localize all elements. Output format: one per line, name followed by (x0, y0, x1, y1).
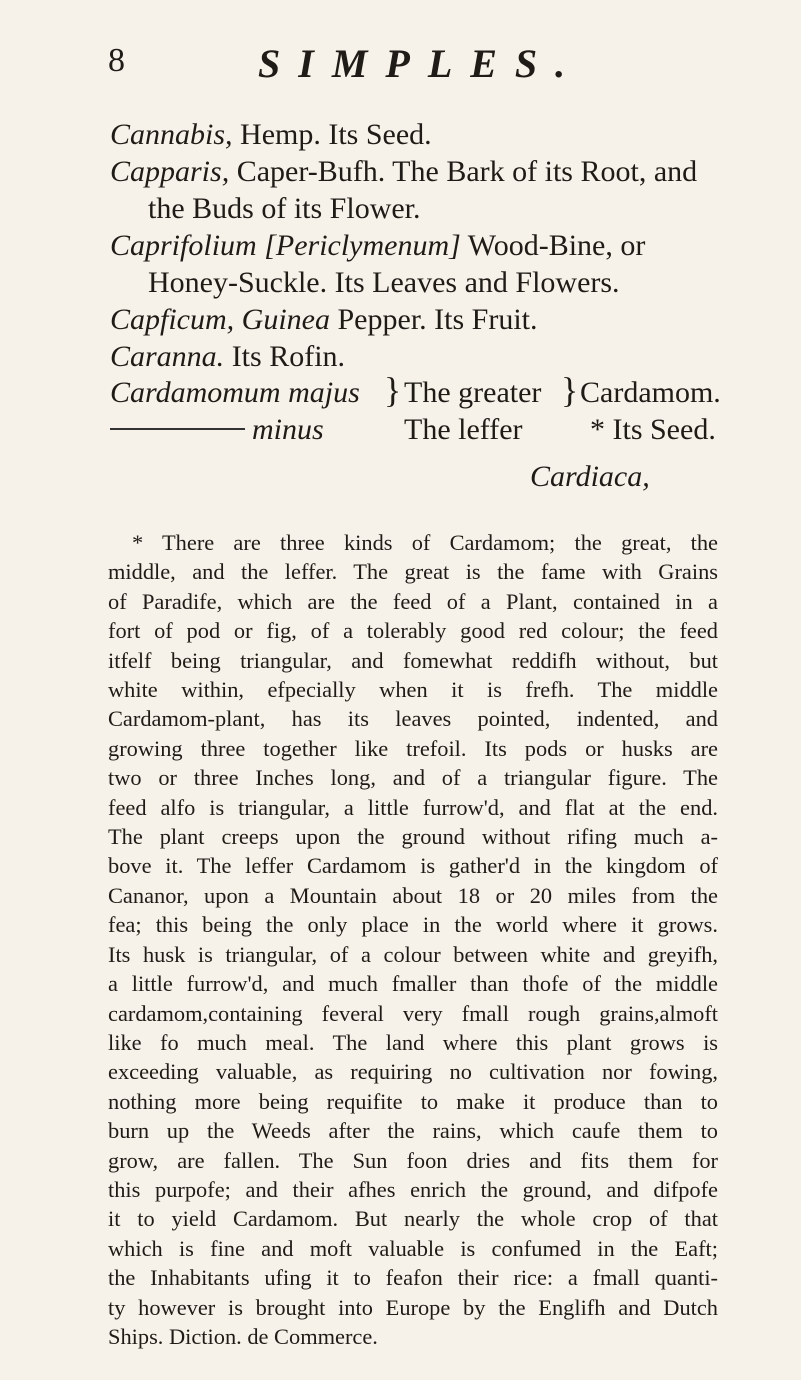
entry-capparis (110, 153, 730, 227)
footnote-line: middle, and the leffer. The great is the fame with Grains (108, 559, 718, 585)
footnote-line: * There are three kinds of Cardamom; the great, the (132, 530, 718, 555)
footnote-line: growing three together like trefoil. Its pods or husks are (108, 735, 718, 761)
entry-text: Pepper. Its Fruit. (330, 303, 538, 336)
ditto-rule (110, 428, 245, 430)
seed-label: * Its Seed. (590, 413, 716, 446)
footnote-line: it to yield Cardamom. But nearly the whole crop of that (108, 1206, 718, 1232)
common-name: Cardamom. (580, 376, 721, 409)
footnote-line: nothing more being requifite to make it produce than to (108, 1088, 718, 1114)
page-header (108, 40, 668, 100)
footnote-line: fort of pod or fig, of a tolerably good red colour; the feed (108, 618, 718, 644)
footnote-line: of Paradife, which are the feed of a Plant, contained in a (108, 588, 718, 614)
lesser-label: The leffer (404, 413, 523, 446)
footnote-line: The plant creeps upon the ground without rifing much a- (108, 824, 718, 850)
entry-caprifolium (110, 227, 730, 301)
footnote-line: Ships. Diction. de Commerce. (108, 1323, 378, 1349)
latin-term: Capparis, (110, 155, 230, 188)
footnote-line: Its husk is triangular, of a colour between white and greyifh, (108, 941, 718, 967)
latin-term: Cannabis, (110, 118, 233, 151)
entry-text: Hemp. Its Seed. (232, 118, 432, 151)
footnote-line: white within, efpecially when it is frefh. The middle (108, 677, 718, 703)
latin-minor: minus (252, 413, 324, 446)
running-title: SIMPLES. (258, 41, 584, 86)
brace-left: } (384, 370, 402, 410)
simples-entries (110, 116, 730, 375)
page-number: 8 (108, 42, 125, 79)
entry-text: Wood-Bine, or Honey-Suckle. Its Leaves and Flowers. (148, 229, 646, 299)
entry-cannabis (110, 116, 730, 153)
footnote-line: a little furrow'd, and much fmaller than thofe of the middle (108, 971, 718, 997)
footnote-line: cardamom,containing feveral very fmall rough grains,almoft (108, 1000, 718, 1026)
greater-label: The greater (404, 376, 542, 409)
entry-capsicum (110, 301, 730, 338)
entry-text: Caper-Bufh. The Bark of its Root, and the Buds of its Flower. (148, 155, 698, 225)
latin-major: Cardamomum majus (110, 376, 360, 409)
footnote-line: like fo much meal. The land where this plant grows is (108, 1029, 718, 1055)
footnote-line: two or three Inches long, and of a triangular figure. The (108, 765, 718, 791)
footnote-line: fea; this being the only place in the world where it grows. (108, 912, 718, 938)
entry-cardamom (110, 370, 730, 494)
entry-text: Its Rofin. (224, 340, 346, 373)
catchword: Cardiaca, (530, 460, 650, 493)
latin-term: Capficum, (110, 303, 235, 336)
footnote (108, 528, 718, 1351)
footnote-line: Cananor, upon a Mountain about 18 or 20 miles from the (108, 882, 718, 908)
footnote-line: exceeding valuable, as requiring no cultivation nor fowing, (108, 1059, 718, 1085)
footnote-line: bove it. The leffer Cardamom is gather'd in the kingdom of (108, 853, 718, 879)
footnote-line: ty however is brought into Europe by the Englifh and Dutch (108, 1294, 718, 1320)
footnote-line: which is fine and moft valuable is confumed in the Eaft; (108, 1235, 718, 1261)
latin-term: Caprifolium (110, 229, 257, 262)
latin-term: Caranna. (110, 340, 225, 373)
footnote-line: Cardamom-plant, has its leaves pointed, indented, and (108, 706, 718, 732)
latin-term-2: Guinea (234, 303, 330, 336)
footnote-line: itfelf being triangular, and fomewhat reddifh without, but (108, 647, 718, 673)
footnote-line: burn up the Weeds after the rains, which caufe them to (108, 1118, 718, 1144)
footnote-line: grow, are fallen. The Sun foon dries and fits them for (108, 1147, 718, 1173)
footnote-line: feed alfo is triangular, a little furrow'd, and flat at the end. (108, 794, 718, 820)
footnote-line: this purpofe; and their afhes enrich the ground, and difpofe (108, 1176, 718, 1202)
brace-right: } (561, 370, 579, 410)
footnote-line: the Inhabitants ufing it to feafon their rice: a fmall quanti- (108, 1265, 718, 1291)
entry-caranna (110, 338, 730, 375)
latin-synonym: [Periclymenum] (256, 229, 461, 262)
